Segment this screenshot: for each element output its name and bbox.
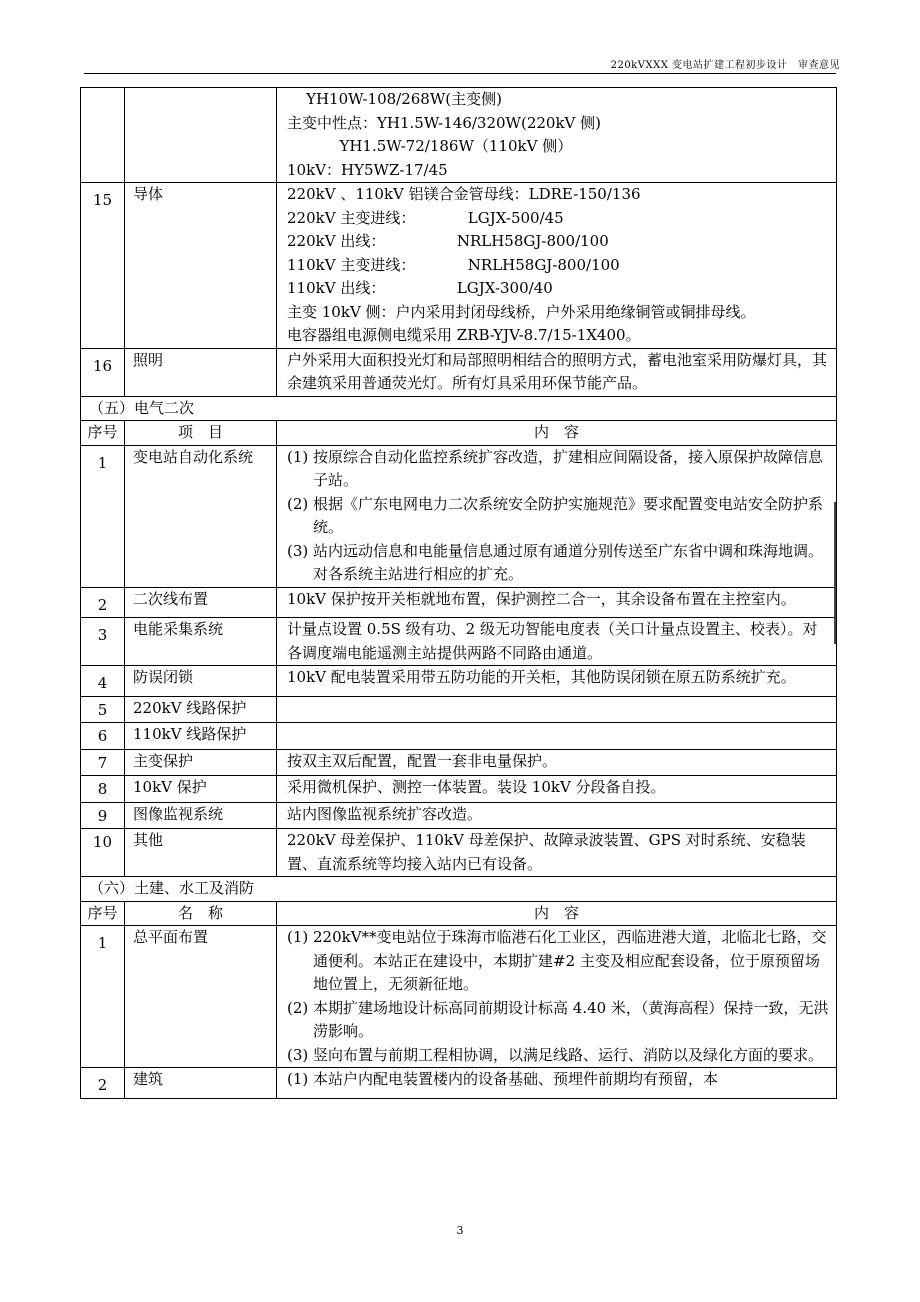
table-row bbox=[81, 723, 837, 750]
row-content: 220kV 母差保护、110kV 母差保护、故障录波装置、GPS 对时系统、安稳装置、直流系统等均接入站内已有设备。 bbox=[277, 829, 837, 877]
list-item bbox=[287, 997, 830, 1044]
row-item: 照明 bbox=[125, 348, 277, 396]
row-number: 2 bbox=[81, 587, 125, 618]
text-line: 10kV：HY5WZ-17/45 bbox=[287, 160, 448, 179]
list-item bbox=[287, 1068, 830, 1092]
row-item: 总平面布置 bbox=[125, 926, 277, 1068]
row-item: 图像监视系统 bbox=[125, 802, 277, 829]
row-content: 采用微机保护、测控一体装置。装设 10kV 分段备自投。 bbox=[277, 776, 837, 803]
table-row bbox=[81, 618, 837, 666]
list-item bbox=[287, 926, 830, 997]
table-row bbox=[81, 445, 837, 587]
row-content: 10kV 配电装置采用带五防功能的开关柜，其他防误闭锁在原五防系统扩充。 bbox=[277, 666, 837, 697]
text-paragraph: 主变 10kV 侧：户内采用封闭母线桥，户外采用绝缘铜管或铜排母线。 bbox=[287, 302, 756, 321]
text-line: 220kV 主变进线： LGJX-500/45 bbox=[287, 208, 564, 227]
table-row bbox=[81, 749, 837, 776]
list-item bbox=[287, 1044, 830, 1068]
list-marker: (3) bbox=[287, 541, 309, 560]
table-row bbox=[81, 1068, 837, 1099]
section-title-row bbox=[81, 877, 837, 902]
list-item bbox=[287, 446, 830, 493]
section-title: （六）土建、水工及消防 bbox=[81, 877, 837, 902]
row-number: 16 bbox=[81, 348, 125, 396]
list-text: 站内远动信息和电能量信息通过原有通道分别传送至广东省中调和珠海地调。对各系统主站进行相应的扩充。 bbox=[313, 541, 824, 583]
row-number: 2 bbox=[81, 1068, 125, 1099]
row-number: 9 bbox=[81, 802, 125, 829]
table-row bbox=[81, 802, 837, 829]
row-content: 10kV 保护按开关柜就地布置，保护测控二合一，其余设备布置在主控室内。 bbox=[277, 587, 837, 618]
row-item: 导体 bbox=[125, 183, 277, 349]
section-title: （五）电气二次 bbox=[81, 396, 837, 421]
row-number: 5 bbox=[81, 696, 125, 723]
list-item bbox=[287, 540, 830, 587]
table-row bbox=[81, 348, 837, 396]
row-number: 1 bbox=[81, 445, 125, 587]
page-number: 3 bbox=[456, 1224, 464, 1237]
row-content: 站内图像监视系统扩容改造。 bbox=[277, 802, 837, 829]
list-item bbox=[287, 493, 830, 540]
row-item: 变电站自动化系统 bbox=[125, 445, 277, 587]
list-marker: (3) bbox=[287, 1045, 309, 1064]
row-number: 1 bbox=[81, 926, 125, 1068]
text-line: 110kV 出线： LGJX-300/40 bbox=[287, 279, 553, 297]
table-row bbox=[81, 696, 837, 723]
table-row bbox=[81, 183, 837, 349]
row-item: 建筑 bbox=[125, 1068, 277, 1099]
row-content: 户外采用大面积投光灯和局部照明相结合的照明方式，蓄电池室采用防爆灯具，其余建筑采用普通荧光灯。所有灯具采用环保节能产品。 bbox=[277, 348, 837, 396]
row-content bbox=[277, 723, 837, 750]
column-header-item: 名 称 bbox=[125, 901, 277, 926]
row-number: 4 bbox=[81, 666, 125, 697]
row-item: 10kV 保护 bbox=[125, 776, 277, 803]
row-item: 电能采集系统 bbox=[125, 618, 277, 666]
row-item: 其他 bbox=[125, 829, 277, 877]
row-content bbox=[277, 926, 837, 1068]
list-text: 竖向布置与前期工程相协调，以满足线路、运行、消防以及绿化方面的要求。 bbox=[313, 1045, 824, 1064]
table-row bbox=[81, 829, 837, 877]
row-content bbox=[277, 445, 837, 587]
text-line: 220kV 、110kV 铝镁合金管母线：LDRE-150/136 bbox=[287, 185, 641, 203]
row-number: 8 bbox=[81, 776, 125, 803]
column-header-number: 序号 bbox=[81, 901, 125, 926]
list-text: 按原综合自动化监控系统扩容改造，扩建相应间隔设备，接入原保护故障信息子站。 bbox=[313, 447, 824, 489]
list-text: 根据《广东电网电力二次系统安全防护实施规范》要求配置变电站安全防护系统。 bbox=[313, 494, 824, 536]
list-text: 本期扩建场地设计标高同前期设计标高 4.40 米，（黄海高程）保持一致，无洪涝影响。 bbox=[313, 998, 829, 1040]
column-header-content: 内 容 bbox=[277, 421, 837, 446]
review-table bbox=[80, 87, 837, 1099]
row-number: 15 bbox=[81, 183, 125, 349]
table-row bbox=[81, 926, 837, 1068]
table-row bbox=[81, 666, 837, 697]
row-number: 3 bbox=[81, 618, 125, 666]
list-marker: (1) bbox=[287, 447, 309, 466]
list-marker: (2) bbox=[287, 494, 309, 513]
row-item: 防误闭锁 bbox=[125, 666, 277, 697]
list-marker: (2) bbox=[287, 998, 309, 1017]
list-marker: (1) bbox=[287, 1070, 309, 1088]
column-header-content: 内 容 bbox=[277, 901, 837, 926]
row-item: 二次线布置 bbox=[125, 587, 277, 618]
text-line: 220kV 出线： NRLH58GJ-800/100 bbox=[287, 232, 609, 250]
table-row bbox=[81, 88, 837, 183]
row-content bbox=[277, 1068, 837, 1099]
text-line: YH10W-108/268W(主变侧) bbox=[287, 90, 502, 108]
section-title-row bbox=[81, 396, 837, 421]
text-line: 110kV 主变进线： NRLH58GJ-800/100 bbox=[287, 255, 620, 274]
table-header-row bbox=[81, 901, 837, 926]
column-header-item: 项 目 bbox=[125, 421, 277, 446]
header-rule bbox=[84, 73, 836, 74]
table-row bbox=[81, 776, 837, 803]
text-paragraph: 电容器组电源侧电缆采用 ZRB-YJV-8.7/15-1X400。 bbox=[287, 326, 641, 344]
row-item: 110kV 线路保护 bbox=[125, 723, 277, 750]
page-header: 220kVXXX 变电站扩建工程初步设计 审查意见 bbox=[610, 60, 840, 71]
row-number: 10 bbox=[81, 829, 125, 877]
row-number: 6 bbox=[81, 723, 125, 750]
row-content bbox=[277, 696, 837, 723]
row-content bbox=[277, 183, 837, 349]
text-line: YH1.5W-72/186W（110kV 侧） bbox=[287, 137, 573, 155]
arrester-cell bbox=[277, 88, 837, 183]
row-number: 7 bbox=[81, 749, 125, 776]
table-header-row bbox=[81, 421, 837, 446]
row-content: 按双主双后配置，配置一套非电量保护。 bbox=[277, 749, 837, 776]
row-content: 计量点设置 0.5S 级有功、2 级无功智能电度表（关口计量点设置主、校表）。对各调度端电能遥测主站提供两路不同路由通道。 bbox=[277, 618, 837, 666]
column-header-number: 序号 bbox=[81, 421, 125, 446]
margin-rule bbox=[834, 502, 836, 644]
list-marker: (1) bbox=[287, 928, 309, 946]
table-row bbox=[81, 587, 837, 618]
row-item: 220kV 线路保护 bbox=[125, 696, 277, 723]
list-text: 220kV**变电站位于珠海市临港石化工业区，西临进港大道，北临北七路，交通便利。本站正在建设中，本期扩建#2 主变及相应配套设备，位于原预留场地位置上，无须新征地。 bbox=[313, 928, 827, 993]
text-line: 主变中性点：YH1.5W-146/320W(220kV 侧) bbox=[287, 113, 601, 132]
list-text: 本站户内配电装置楼内的设备基础、预埋件前期均有预留，本 bbox=[313, 1070, 719, 1088]
row-item: 主变保护 bbox=[125, 749, 277, 776]
